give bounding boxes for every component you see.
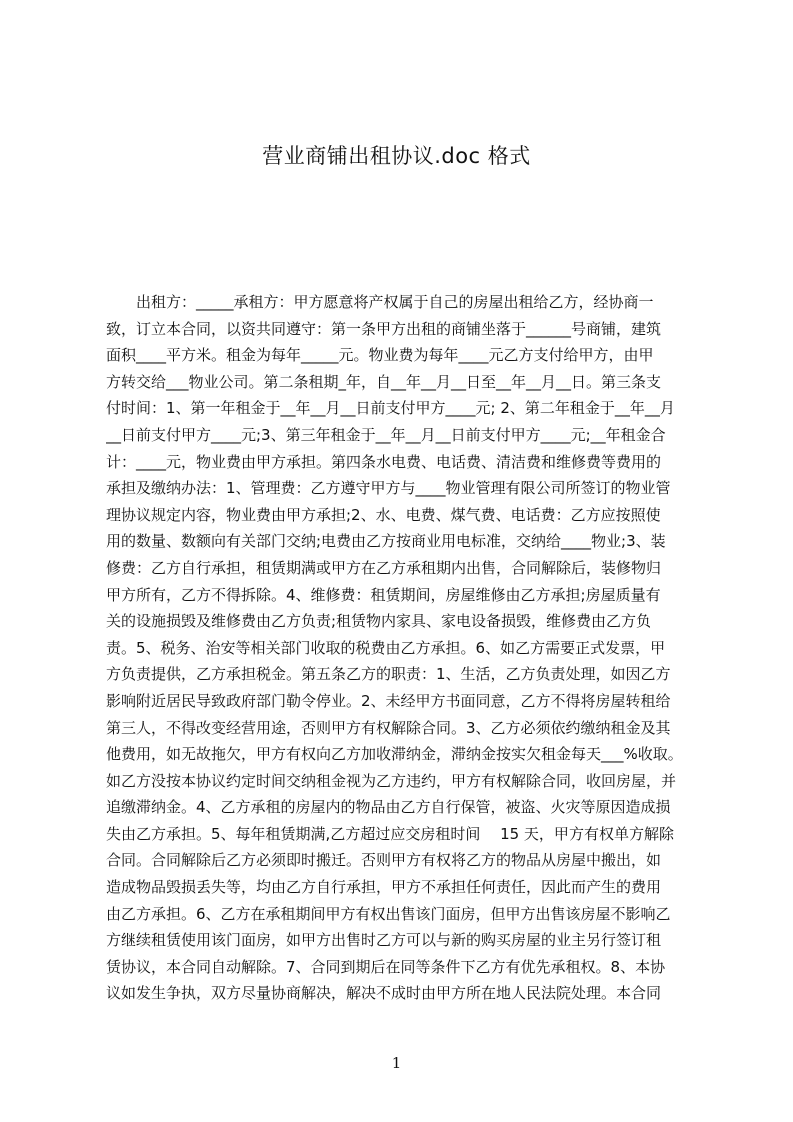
body-line: 方负责提供，乙方承担税金。第五条乙方的职责：1、生活，乙方负责处理，如因乙方	[106, 665, 671, 684]
body-line: 面积____平方米。租金为每年_____元。物业费为每年____元乙方支付给甲方，由甲	[106, 346, 654, 365]
body-line: 出租方：_____承租方：甲方愿意将产权属于自己的房屋出租给乙方，经协商一	[106, 293, 654, 311]
document-title: 营业商铺出租协议.doc 格式	[262, 144, 531, 168]
body-line: 他费用，如无故拖欠，甲方有权向乙方加收滞纳金，滞纳金按实欠租金每天___%收取。	[106, 745, 683, 764]
body-line: 方继续租赁使用该门面房，如甲方出售时乙方可以与新的购买房屋的业主另行签订租	[106, 931, 662, 950]
body-line: 修费：乙方自行承担，租赁期满或甲方在乙方承租期内出售，合同解除后，装修物归	[106, 558, 662, 577]
body-line: 影响附近居民导致政府部门勒令停业。2、未经甲方书面同意，乙方不得将房屋转租给	[106, 691, 671, 710]
body-line: 由乙方承担。6、乙方在承租期间甲方有权出售该门面房，但甲方出售该房屋不影响乙	[106, 904, 671, 923]
body-line: 追缴滞纳金。4、乙方承租的房屋内的物品由乙方自行保管，被盗、火灾等原因造成损	[106, 798, 671, 817]
document-body	[106, 289, 699, 1007]
body-line: 如乙方没按本协议约定时间交纳租金视为乙方违约，甲方有权解除合同，收回房屋，并	[106, 771, 677, 790]
body-line: 计：____元，物业费由甲方承担。第四条水电费、电话费、清洁费和维修费等费用的	[106, 452, 662, 471]
body-line: 造成物品毁损丢失等，均由乙方自行承担，甲方不承担任何责任，因此而产生的费用	[106, 878, 662, 897]
body-line: 议如发生争执，双方尽量协商解决，解决不成时由甲方所在地人民法院处理。本合同	[106, 984, 662, 1003]
body-line: 承担及缴纳办法：1、管理费：乙方遵守甲方与____物业管理有限公司所签订的物业管	[106, 479, 671, 498]
body-line: 付时间：1、第一年租金于__年__月__日前支付甲方____元; 2、第二年租金于__年__月	[106, 399, 675, 418]
body-line: 赁协议，本合同自动解除。7、合同到期后在同等条件下乙方有优先承租权。8、本协	[106, 957, 666, 976]
body-line: 方转交给___物业公司。第二条租期_年，自__年__月__日至__年__月__日。第三条支	[106, 372, 662, 391]
page-number: 1	[391, 1054, 402, 1072]
body-line: 合同。合同解除后乙方必须即时搬迁。否则甲方有权将乙方的物品从房屋中搬出，如	[106, 851, 662, 870]
body-line: 甲方所有，乙方不得拆除。4、维修费：租赁期间，房屋维修由乙方承担;房屋质量有	[106, 585, 661, 604]
body-line: 致，订立本合同，以资共同遵守：第一条甲方出租的商铺坐落于______号商铺，建筑	[106, 319, 662, 338]
body-line: 责。5、税务、治安等相关部门收取的税费由乙方承担。6、如乙方需要正式发票，甲	[106, 638, 666, 657]
body-line: 第三人，不得改变经营用途，否则甲方有权解除合同。3、乙方必须依约缴纳租金及其	[106, 718, 671, 737]
body-line: 理协议规定内容，物业费由甲方承担;2、水、电费、煤气费、电话费：乙方应按照使	[106, 505, 661, 524]
body-line: __日前支付甲方____元;3、第三年租金于__年__月__日前支付甲方____元;__年租金合	[106, 425, 666, 444]
body-line: 用的数量、数额向有关部门交纳;电费由乙方按商业用电标准，交纳给____物业;3、装	[106, 532, 666, 551]
body-line: 失由乙方承担。5、每年租赁期满,乙方超过应交房租时间 15 天，甲方有权单方解除	[106, 824, 674, 843]
body-line: 关的设施损毁及维修费由乙方负责;租赁物内家具、家电设备损毁，维修费由乙方负	[106, 612, 652, 631]
